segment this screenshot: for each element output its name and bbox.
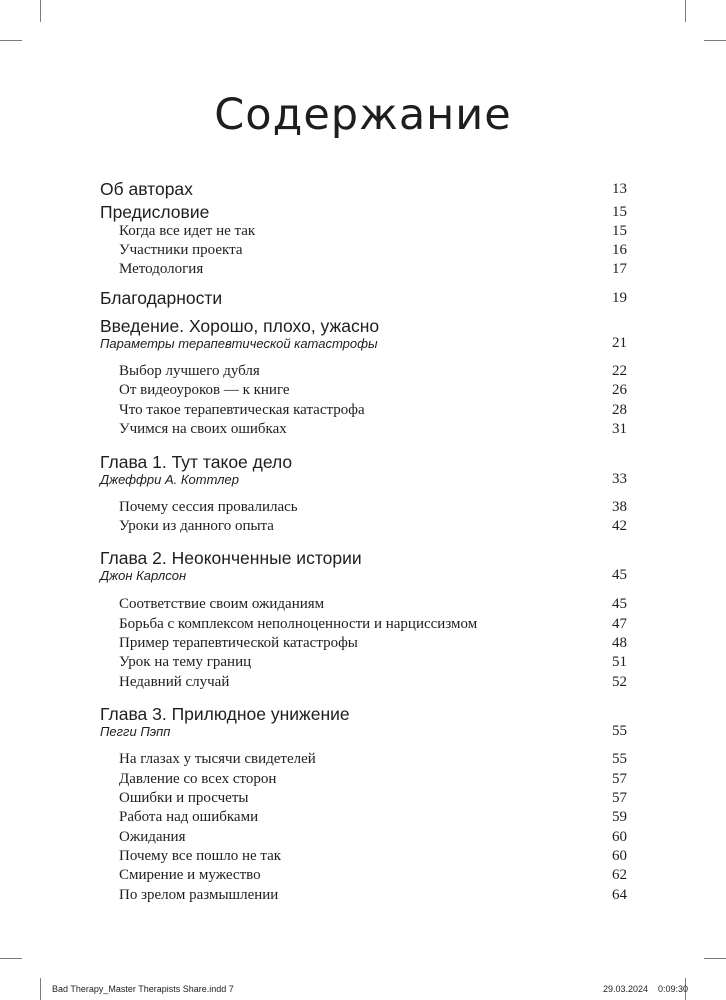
toc-entry-row [100,790,627,809]
toc-author-row [100,568,627,586]
toc-entry-label: Глава 3. Прилюдное унижение [100,704,350,724]
toc-entry-label: Почему сессия провалилась [119,499,298,515]
toc-entry-row [100,261,627,280]
toc-author-row [100,724,627,742]
toc-entry-label: Пример терапевтической катастрофы [119,635,358,651]
toc-entry-label: Почему все пошло не так [119,848,282,864]
toc-page-number: 57 [612,771,627,787]
toc-entry-label: Ожидания [119,829,186,845]
toc-entry-label: Соответствие своим ожиданиям [119,596,325,612]
toc-page-number: 17 [612,261,627,277]
toc-page-number: 59 [612,809,627,825]
toc-page-number: 45 [612,596,627,612]
crop-mark [40,978,41,1000]
toc-page-number: 26 [612,382,627,398]
footer-date: 29.03.2024 [603,984,649,994]
toc-page-number: 52 [612,674,627,690]
toc-author-row [100,336,627,354]
crop-mark [0,958,22,959]
toc-entry-row [100,242,627,261]
toc-entry-row [100,518,627,537]
toc-entry-row [100,382,627,401]
toc-entry-row [100,771,627,790]
toc-entry-row [100,499,627,518]
toc-page-number: 60 [612,829,627,845]
toc-entry-row [100,654,627,673]
toc-entry-row [100,674,627,693]
footer-file: Bad Therapy_Master Therapists Share.indd 7 [52,984,234,994]
toc-entry-label: Работа над ошибками [119,809,259,825]
page-title: Содержание [214,90,512,140]
toc-entry-row [100,751,627,770]
toc-page-number: 15 [612,204,627,220]
crop-mark [0,40,22,41]
toc-entry-label: Давление со всех сторон [119,771,277,787]
crop-mark [704,958,726,959]
toc-entry-row [100,848,627,867]
toc-page-number: 42 [612,518,627,534]
toc-entry-label: Уроки из данного опыта [119,518,274,534]
crop-mark [685,0,686,22]
toc-page-number: 47 [612,616,627,632]
toc-heading-row [100,179,627,201]
toc-heading-row [100,288,627,310]
toc-page-number: 55 [612,751,627,767]
toc-entry-row [100,363,627,382]
toc-entry-label: Урок на тему границ [119,654,252,670]
toc-page-number: 48 [612,635,627,651]
toc-entry-label: От видеоуроков — к книге [119,382,290,398]
toc-entry-label: Учимся на своих ошибках [119,421,287,437]
toc-page-number: 45 [612,567,627,583]
toc-entry-row [100,809,627,828]
toc-entry-row [100,223,627,242]
toc-heading-row [100,704,627,726]
toc-page-number: 64 [612,887,627,903]
toc-page-number: 38 [612,499,627,515]
toc-page-number: 62 [612,867,627,883]
toc-heading-row [100,548,627,570]
toc-heading-row [100,316,627,338]
toc-entry-row [100,421,627,440]
toc-entry-row [100,867,627,886]
toc-entry-label: Введение. Хорошо, плохо, ужасно [100,316,380,336]
toc-author-row [100,472,627,490]
toc-author-label: Джон Карлсон [100,568,187,583]
toc-page-number: 31 [612,421,627,437]
toc-page-number: 13 [612,181,627,197]
toc-entry-label: Методология [119,261,204,277]
toc-page-number: 15 [612,223,627,239]
toc-entry-label: Благодарности [100,288,223,308]
toc-entry-label: Недавний случай [119,674,230,690]
toc-entry-row [100,616,627,635]
toc-entry-label: Участники проекта [119,242,243,258]
toc-entry-label: Ошибки и просчеты [119,790,249,806]
toc-page-number: 16 [612,242,627,258]
toc-entry-label: Предисловие [100,202,210,222]
toc-entry-row [100,402,627,421]
toc-entry-label: На глазах у тысячи свидетелей [119,751,316,767]
toc-page-number: 19 [612,290,627,306]
toc-entry-row [100,596,627,615]
toc-page-number: 57 [612,790,627,806]
crop-mark [704,40,726,41]
toc-entry-label: Глава 2. Неоконченные истории [100,548,362,568]
toc-page-number: 28 [612,402,627,418]
toc-author-label: Джеффри А. Коттлер [100,472,239,487]
footer-time: 0:09:30 [658,984,689,994]
toc-entry-row [100,635,627,654]
toc-entry-row [100,829,627,848]
toc-entry-label: Выбор лучшего дубля [119,363,260,379]
toc-author-label: Пегги Пэпп [100,724,171,739]
toc-page-number: 33 [612,471,627,487]
toc-entry-label: Когда все идет не так [119,223,256,239]
toc-entry-label: Глава 1. Тут такое дело [100,452,293,472]
toc-entry-row [100,887,627,906]
toc-page-number: 22 [612,363,627,379]
toc-heading-row [100,202,627,224]
toc-page-number: 60 [612,848,627,864]
toc-page-number: 55 [612,723,627,739]
toc-entry-label: Что такое терапевтическая катастрофа [119,402,365,418]
toc-page-number: 51 [612,654,627,670]
toc-entry-label: По зрелом размышлении [119,887,279,903]
crop-mark [40,0,41,22]
toc-entry-label: Об авторах [100,179,193,199]
toc-entry-label: Борьба с комплексом неполноценности и нарциссизмом [119,616,478,632]
toc-entry-label: Смирение и мужество [119,867,261,883]
toc-page-number: 21 [612,335,627,351]
toc-heading-row [100,452,627,474]
toc-author-label: Параметры терапевтической катастрофы [100,336,378,351]
